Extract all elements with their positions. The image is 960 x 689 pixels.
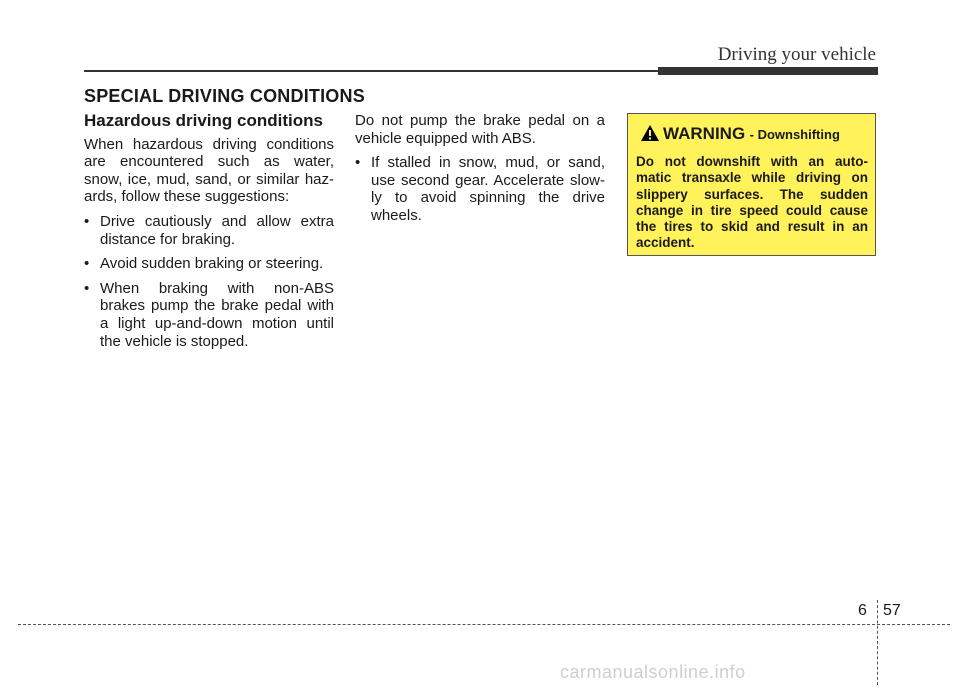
warning-triangle-icon <box>640 124 660 142</box>
chapter-number: 6 <box>858 602 867 619</box>
list-item <box>355 154 605 224</box>
stall-list <box>355 154 605 224</box>
list-item <box>84 280 334 350</box>
bullet: • <box>355 154 361 172</box>
warning-box <box>627 113 876 256</box>
header-rule <box>84 70 660 72</box>
page-number: 57 <box>883 602 901 619</box>
warning-subtitle: - Downshifting <box>749 127 840 142</box>
list-item-text: Drive cautiously and allow extra distance for braking. <box>100 212 334 248</box>
column-middle <box>355 112 605 225</box>
bullet: • <box>84 279 90 297</box>
watermark: carmanualsonline.info <box>560 662 746 682</box>
hazard-intro: When hazardous driving conditions are encountered such as water, snow, ice, mud, sand, or similar haz-ards, follow these suggestions: <box>84 135 334 206</box>
bullet: • <box>84 255 90 273</box>
list-item <box>84 213 334 248</box>
warning-body: Do not downshift with an auto-matic transaxle while driving on slippery surfaces. The sudden change in tire speed could cause the tires to skid and result in an accident. <box>636 154 868 251</box>
warning-header <box>640 124 840 144</box>
section-title: SPECIAL DRIVING CONDITIONS <box>84 86 365 106</box>
abs-note: Do not pump the brake pedal on a vehicle equipped with ABS. <box>355 112 605 147</box>
list-item-text: If stalled in snow, mud, or sand, use second gear. Accelerate slow-ly to avoid spinning the drive wheels. <box>371 154 605 224</box>
hazard-list <box>84 213 334 350</box>
list-item-text: Avoid sudden braking or steering. <box>100 255 324 273</box>
header-rule-thick <box>658 67 878 75</box>
warning-label: WARNING <box>663 124 746 143</box>
footer-divider <box>877 600 878 685</box>
bullet: • <box>84 212 90 230</box>
footer-rule <box>18 624 950 625</box>
list-item <box>84 255 334 273</box>
hazard-heading: Hazardous driving conditions <box>84 111 323 130</box>
header-title: Driving your vehicle <box>717 44 876 65</box>
column-left <box>84 112 334 350</box>
list-item-text: When braking with non-ABS brakes pump the brake pedal with a light up-and-down motion until the vehicle is stopped. <box>100 279 334 350</box>
